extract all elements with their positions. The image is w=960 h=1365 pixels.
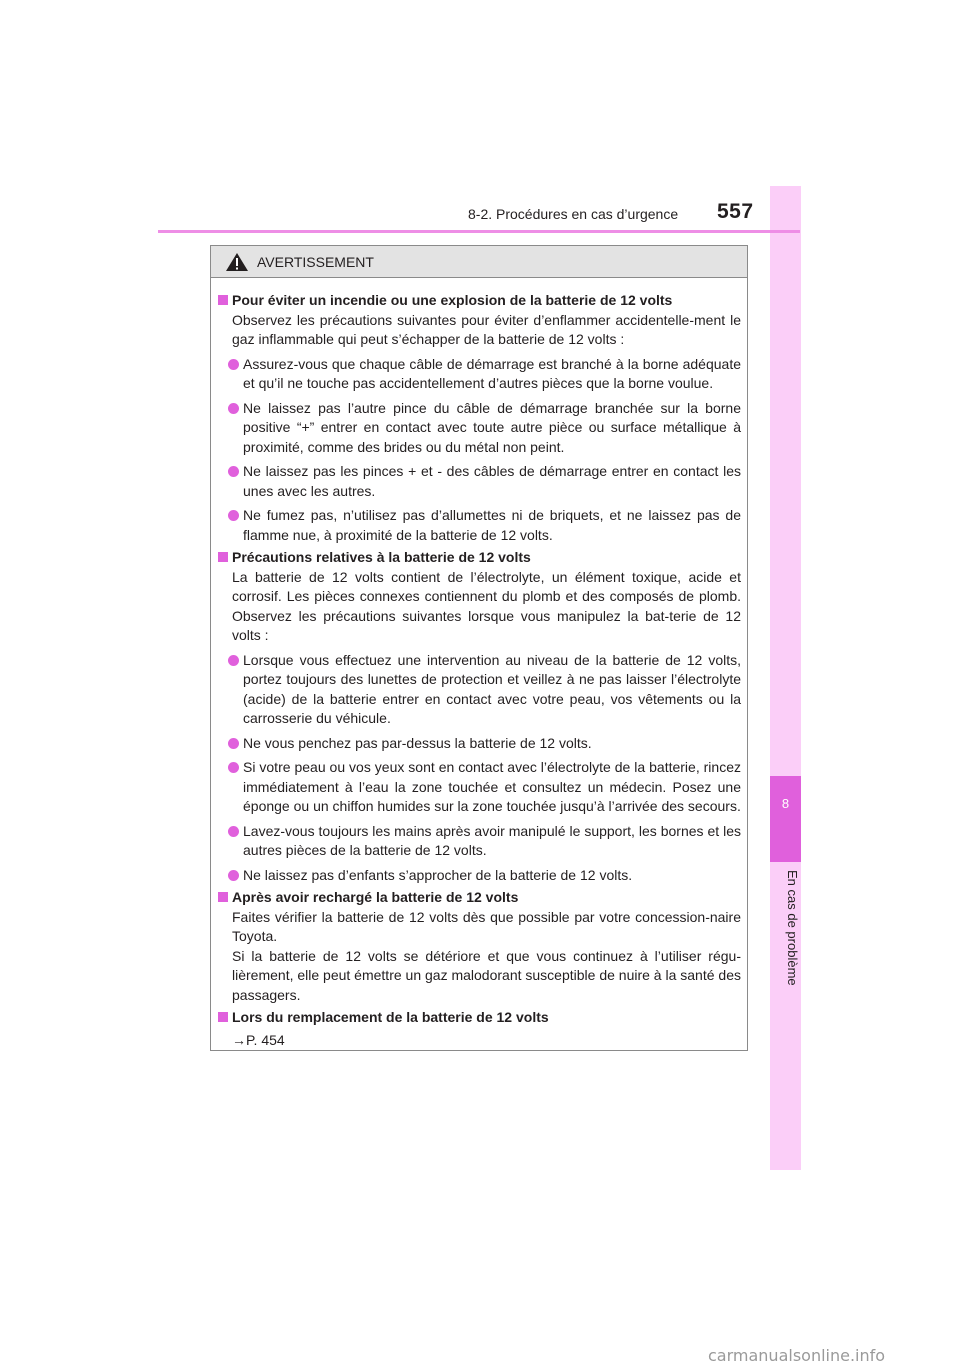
bullet-dot-icon: [228, 510, 239, 521]
list-item: Si votre peau ou vos yeux sont en contact avec l’électrolyte de la batterie, rincez immédiatement à l’eau la zone touchée et consultez un médecin. Posez une éponge ou un chiffon humides sur la zone touchée jusqu’à l’arrivée des secours.: [217, 758, 741, 817]
square-bullet-icon: [218, 552, 228, 562]
bullet-dot-icon: [228, 870, 239, 881]
bullet-dot-icon: [228, 359, 239, 370]
header-title: 8-2. Procédures en cas d’urgence: [468, 206, 679, 222]
warning-box: [210, 245, 748, 1051]
list-item: Lavez-vous toujours les mains après avoir manipulé le support, les bornes et les autres pièces de la batterie de 12 volts.: [217, 822, 741, 861]
list-item: Ne vous penchez pas par-dessus la batterie de 12 volts.: [217, 734, 741, 754]
header-rule: [158, 230, 800, 233]
section-paragraph: Faites vérifier la batterie de 12 volts dès que possible par votre concession-naire Toyota.: [232, 908, 741, 944]
bullet-dot-icon: [228, 738, 239, 749]
chapter-label: En cas de problème: [785, 870, 800, 986]
section-battery-precautions: [217, 548, 741, 885]
section-after-recharge: [217, 888, 741, 1005]
warning-content: [211, 278, 747, 1050]
chapter-number: 8: [781, 796, 790, 811]
section-paragraph: Si la batterie de 12 volts se détériore et que vous continuez à l’utiliser régu-lièrement, elle peut émettre un gaz malodorant susceptible de nuire à la santé des passagers.: [232, 947, 741, 1003]
bullet-dot-icon: [228, 826, 239, 837]
bullet-dot-icon: [228, 762, 239, 773]
section-title: Après avoir rechargé la batterie de 12 volts: [217, 888, 741, 908]
bullet-dot-icon: [228, 655, 239, 666]
list-item: Ne laissez pas les pinces + et - des câbles de démarrage entrer en contact les unes avec les autres.: [217, 462, 741, 501]
square-bullet-icon: [218, 295, 228, 305]
footer-watermark: carmanualsonline.info: [708, 1346, 886, 1365]
warning-triangle-icon: [225, 252, 249, 272]
list-item: Ne fumez pas, n’utilisez pas d’allumettes ni de briquets, et ne laissez pas de flamme nue, à proximité de la batterie de 12 volts.: [217, 506, 741, 545]
section-title: Pour éviter un incendie ou une explosion de la batterie de 12 volts: [217, 291, 741, 311]
list-item: Assurez-vous que chaque câble de démarrage est branché à la borne adéquate et qu’il ne touche pas accidentellement d’autres pièces que la borne voulue.: [217, 355, 741, 394]
square-bullet-icon: [218, 892, 228, 902]
section-paragraph: Observez les précautions suivantes pour éviter d’enflammer accidentelle-ment le gaz inflammable qui peut s’échapper de la batterie de 12 volts :: [232, 311, 741, 347]
list-item: Ne laissez pas d’enfants s’approcher de la batterie de 12 volts.: [217, 866, 741, 886]
list-item: Ne laissez pas l’autre pince du câble de démarrage branchée sur la borne positive “+” entrer en contact avec toute autre pièce ou surface métallique à proximité, comme des brides ou du métal non peint.: [217, 399, 741, 458]
section-paragraph: La batterie de 12 volts contient de l’électrolyte, un élément toxique, acide et corrosif. Les pièces connexes contiennent du plomb et des composés de plomb. Observez les précautions suivantes lorsque vous manipulez la bat-terie de 12 volts :: [232, 568, 741, 643]
section-fire-explosion: [217, 291, 741, 545]
chapter-side-tab: [770, 186, 801, 1170]
warning-title: AVERTISSEMENT: [257, 253, 374, 270]
list-item: Lorsque vous effectuez une intervention au niveau de la batterie de 12 volts, portez toujours des lunettes de protection et veillez à ne pas laisser l’électrolyte (acide) de la batterie entrer en contact avec votre peau, vos vêtements ou la carrosserie du véhicule.: [217, 651, 741, 729]
bullet-dot-icon: [228, 466, 239, 477]
page-reference-link[interactable]: →P. 454: [232, 1031, 285, 1048]
chapter-side-tab-highlight: [770, 776, 801, 862]
bullet-dot-icon: [228, 403, 239, 414]
section-battery-replacement: [217, 1008, 741, 1050]
section-title: Lors du remplacement de la batterie de 12 volts: [217, 1008, 741, 1028]
square-bullet-icon: [218, 1012, 228, 1022]
warning-header: [211, 246, 747, 278]
page-number: 557: [717, 200, 754, 223]
section-title: Précautions relatives à la batterie de 12 volts: [217, 548, 741, 568]
